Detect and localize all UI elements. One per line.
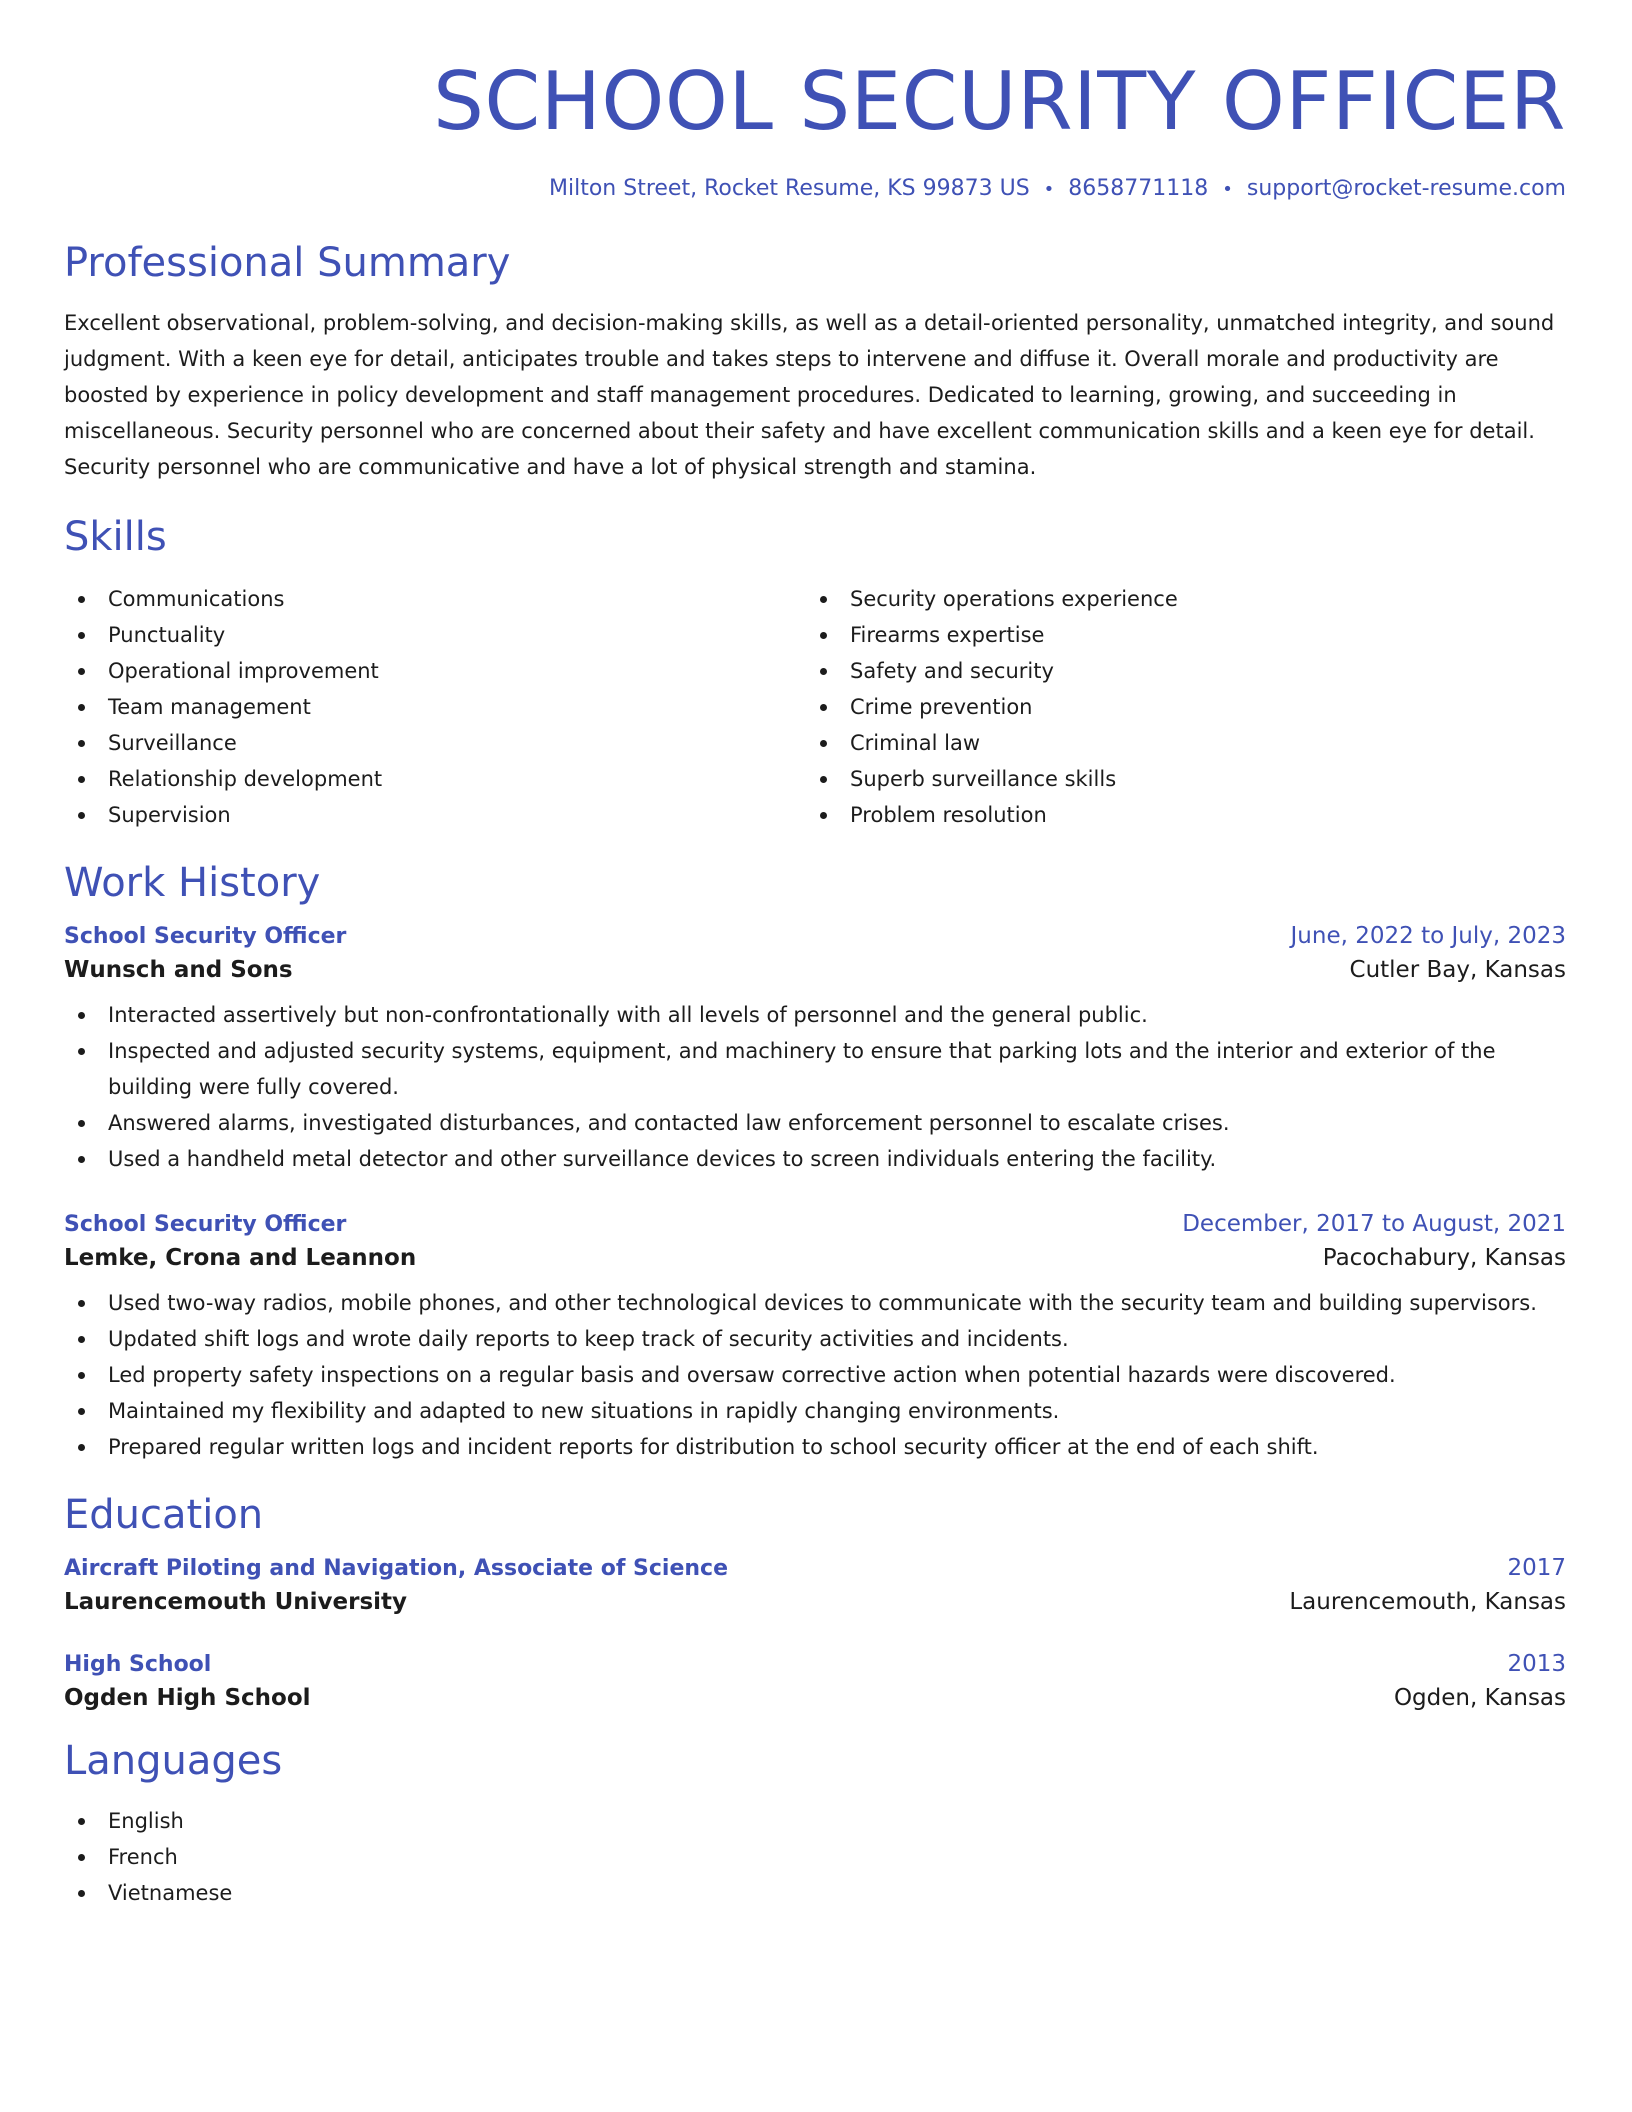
job-bullets (64, 997, 1566, 1177)
skill-item: Crime prevention (806, 689, 1548, 725)
contact-separator: • (1043, 179, 1055, 200)
skill-item: Criminal law (806, 725, 1548, 761)
education-entry (64, 1651, 1566, 1711)
education-entry-subheader (64, 1589, 1566, 1615)
education-school: Laurencemouth University (64, 1589, 408, 1615)
job-bullets (64, 1285, 1566, 1465)
job-location: Cutler Bay, Kansas (1349, 957, 1566, 983)
job-bullet: Led property safety inspections on a regular basis and oversaw corrective action when potential hazards were discovered. (64, 1357, 1566, 1393)
language-item: English (64, 1803, 1566, 1839)
language-list (64, 1803, 1566, 1911)
language-item: Vietnamese (64, 1875, 1566, 1911)
contact-phone: 8658771118 (1068, 176, 1209, 201)
education-entry-subheader (64, 1685, 1566, 1711)
education-school: Ogden High School (64, 1685, 311, 1711)
education-entry-header (64, 1651, 1566, 1677)
job-role: School Security Officer (64, 1212, 347, 1237)
skill-item: Surveillance (64, 725, 806, 761)
skill-item: Safety and security (806, 653, 1548, 689)
education-degree: Aircraft Piloting and Navigation, Associate of Science (64, 1556, 729, 1581)
section-title-languages: Languages (64, 1738, 283, 1784)
skill-item: Punctuality (64, 617, 806, 653)
job-role: School Security Officer (64, 924, 347, 949)
job-bullet: Used a handheld metal detector and other surveillance devices to screen individuals entering the facility. (64, 1141, 1566, 1177)
education-location: Ogden, Kansas (1393, 1685, 1566, 1711)
job-bullet: Prepared regular written logs and incident reports for distribution to school security officer at the end of each shift. (64, 1429, 1566, 1465)
skill-item: Problem resolution (806, 797, 1548, 833)
education-location: Laurencemouth, Kansas (1289, 1589, 1566, 1615)
job-location: Pacochabury, Kansas (1322, 1245, 1566, 1271)
skill-item: Relationship development (64, 761, 806, 797)
language-item: French (64, 1839, 1566, 1875)
work-entry (64, 923, 1566, 1177)
summary-text: Excellent observational, problem-solving, and decision-making skills, as well as a detail-oriented personality, unmatched integrity, and sound judgment. With a keen eye for detail, anticipates trouble and takes steps to intervene and diffuse it. Overall morale and productivity are boosted by experience in policy development and staff management procedures. Dedicated to learning, growing, and succeeding in miscellaneous. Security personnel who are concerned about their safety and have excellent communication skills and a keen eye for detail. Security personnel who are communicative and have a lot of physical strength and stamina. (64, 311, 1555, 479)
job-company: Lemke, Crona and Leannon (64, 1245, 417, 1271)
job-bullet: Interacted assertively but non-confrontationally with all levels of personnel and the general public. (64, 997, 1566, 1033)
contact-email: support@rocket-resume.com (1246, 176, 1566, 201)
work-entry-header (64, 923, 1566, 949)
job-dates: June, 2022 to July, 2023 (1290, 923, 1566, 949)
skill-item: Superb surveillance skills (806, 761, 1548, 797)
resume-header (64, 55, 1566, 201)
skills-column-left (64, 581, 806, 833)
section-title-summary: Professional Summary (64, 240, 511, 286)
resume-title: SCHOOL SECURITY OFFICER (433, 55, 1566, 148)
education-entry-header (64, 1555, 1566, 1581)
contact-separator: • (1222, 179, 1233, 200)
contact-address: Milton Street, Rocket Resume, KS 99873 US (549, 176, 1030, 201)
work-entry-subheader (64, 957, 1566, 983)
contact-line (64, 176, 1566, 201)
skill-item: Firearms expertise (806, 617, 1548, 653)
job-bullet: Inspected and adjusted security systems, equipment, and machinery to ensure that parking lots and the interior and exterior of the building were fully covered. (64, 1033, 1566, 1105)
education-year: 2017 (1507, 1555, 1566, 1581)
section-title-education: Education (64, 1492, 264, 1538)
work-entry (64, 1211, 1566, 1465)
job-bullet: Updated shift logs and wrote daily reports to keep track of security activities and incidents. (64, 1321, 1566, 1357)
section-title-skills: Skills (64, 514, 167, 560)
education-year: 2013 (1507, 1651, 1566, 1677)
work-entry-subheader (64, 1245, 1566, 1271)
job-bullet: Maintained my flexibility and adapted to new situations in rapidly changing environments. (64, 1393, 1566, 1429)
education-entry (64, 1555, 1566, 1615)
skill-item: Operational improvement (64, 653, 806, 689)
job-bullet: Used two-way radios, mobile phones, and other technological devices to communicate with the security team and building supervisors. (64, 1285, 1566, 1321)
skill-item: Communications (64, 581, 806, 617)
skills-grid (64, 581, 1566, 833)
skill-item: Supervision (64, 797, 806, 833)
section-title-work-history: Work History (64, 860, 321, 906)
job-bullet: Answered alarms, investigated disturbances, and contacted law enforcement personnel to escalate crises. (64, 1105, 1566, 1141)
skill-item: Security operations experience (806, 581, 1548, 617)
job-dates: December, 2017 to August, 2021 (1182, 1211, 1566, 1237)
skills-column-right (806, 581, 1548, 833)
skill-item: Team management (64, 689, 806, 725)
work-entry-header (64, 1211, 1566, 1237)
education-degree: High School (64, 1652, 212, 1677)
job-company: Wunsch and Sons (64, 957, 293, 983)
resume-page (64, 50, 1566, 1911)
